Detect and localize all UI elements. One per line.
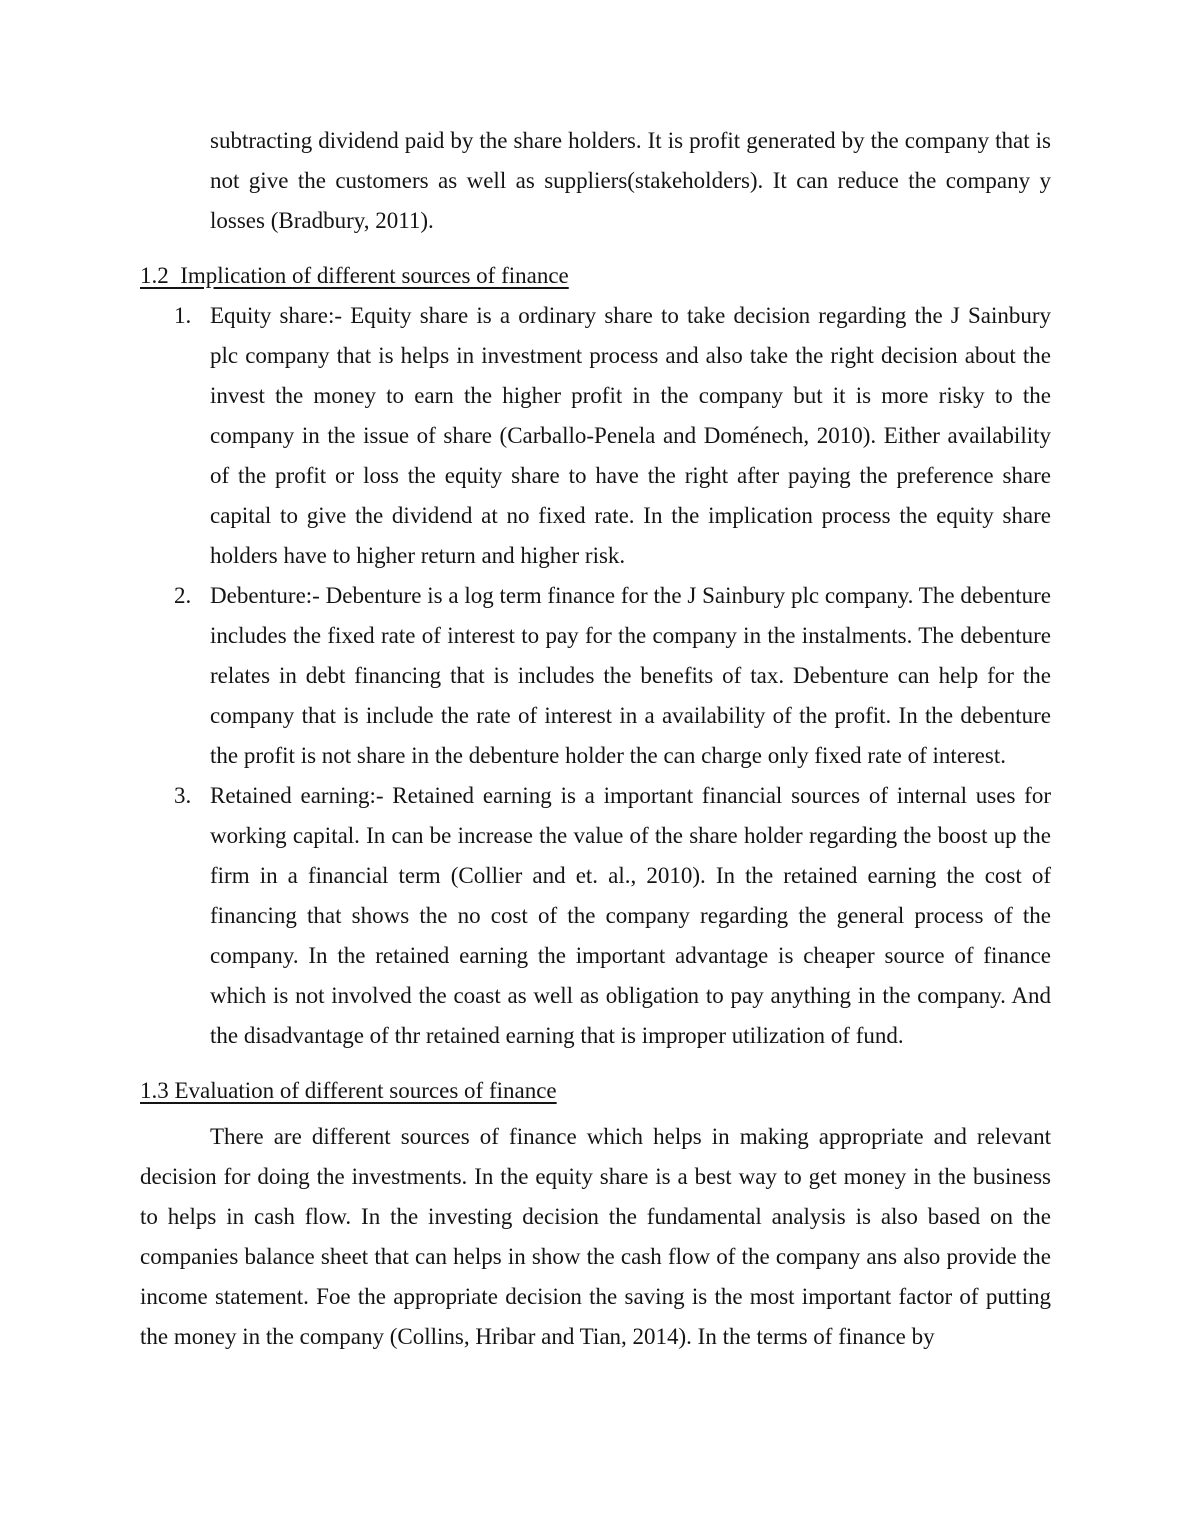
list-number: 3.: [174, 783, 192, 808]
list-item-retained-earning: [174, 776, 1051, 1056]
list-number: 2.: [174, 583, 192, 608]
list-number: 1.: [174, 303, 192, 328]
section-heading-1-3: 1.3 Evaluation of different sources of finance: [140, 1078, 557, 1103]
paragraph-evaluation: There are different sources of finance which helps in making appropriate and relevant decision for doing the investments. In the equity share is a best way to get money in the business to helps in cash flow. In the investing decision the fundamental analysis is also based on the companies balance sheet that can helps in show the cash flow of the company ans also provide the income statement. Foe the appropriate decision the saving is the most important factor of putting the money in the company (Collins, Hribar and Tian, 2014). In the terms of finance by: [140, 1124, 1051, 1349]
list-item-text: Equity share:- Equity share is a ordinary share to take decision regarding the J Sainbury plc company that is helps in investment process and also take the right decision about the invest the money to earn the higher profit in the company but it is more risky to the company in the issue of share (Carballo-Penela and Doménech, 2010). Either availability of the profit or loss the equity share to have the right after paying the preference share capital to give the dividend at no fixed rate. In the implication process the equity share holders have to higher return and higher risk.: [210, 303, 1051, 568]
numbered-list: [140, 296, 1051, 1056]
list-item-debenture: [174, 576, 1051, 776]
paragraph-continuation: subtracting dividend paid by the share holders. It is profit generated by the company that is not give the customers as well as suppliers(stakeholders). It can reduce the company y losses (Bradbury, 2011).: [210, 128, 1051, 233]
list-item-equity-share: [174, 296, 1051, 576]
list-item-text: Debenture:- Debenture is a log term finance for the J Sainbury plc company. The debenture includes the fixed rate of interest to pay for the company in the instalments. The debenture relates in debt financing that is includes the benefits of tax. Debenture can help for the company that is include the rate of interest in a availability of the profit. In the debenture the profit is not share in the debenture holder the can charge only fixed rate of interest.: [210, 583, 1051, 768]
section-heading-1-2: 1.2 Implication of different sources of finance: [140, 263, 569, 288]
list-item-text: Retained earning:- Retained earning is a important financial sources of internal uses for working capital. In can be increase the value of the share holder regarding the boost up the firm in a financial term (Collier and et. al., 2010). In the retained earning the cost of financing that shows the no cost of the company regarding the general process of the company. In the retained earning the important advantage is cheaper source of finance which is not involved the coast as well as obligation to pay anything in the company. And the disadvantage of thr retained earning that is improper utilization of fund.: [210, 783, 1051, 1048]
